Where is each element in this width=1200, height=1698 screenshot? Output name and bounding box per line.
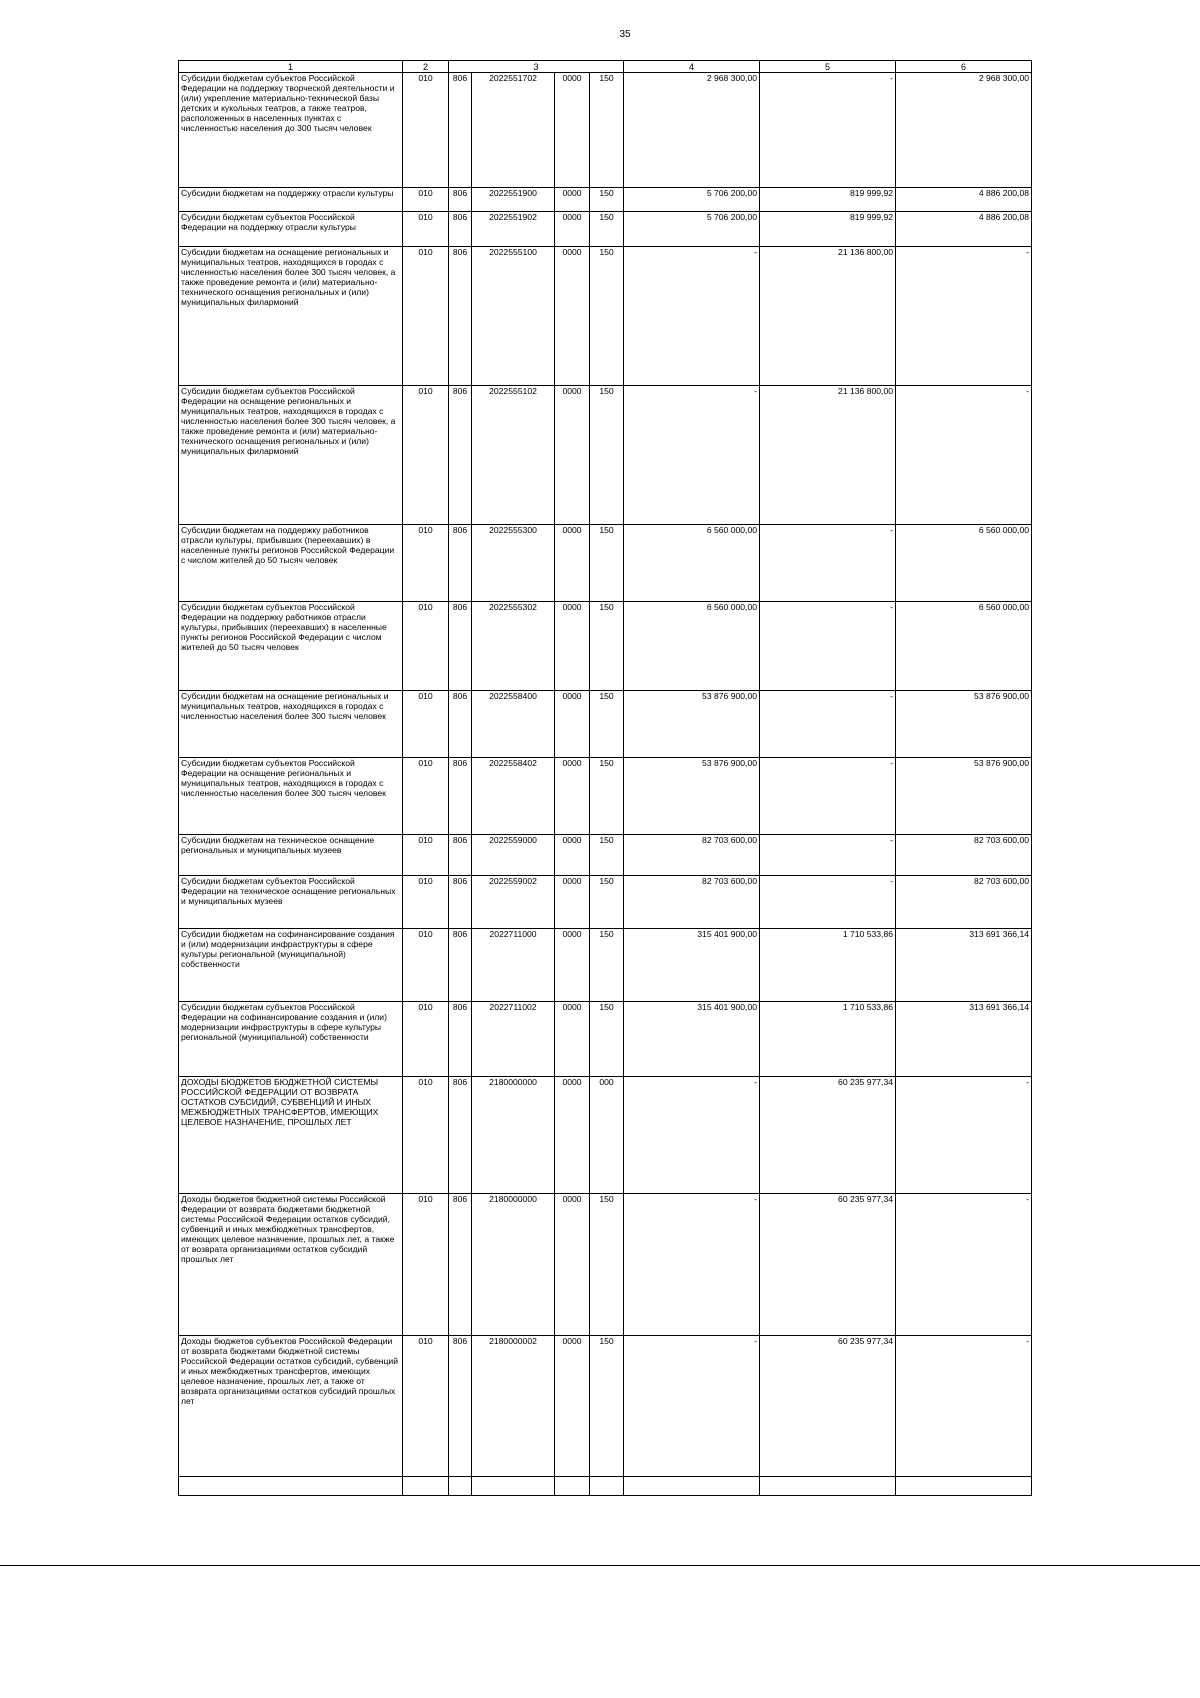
- table-row: [179, 1336, 1032, 1477]
- spacer-cell: [896, 1477, 1032, 1496]
- row-chief-admin-code: 806: [449, 876, 472, 929]
- row-program-code: 0000: [555, 1002, 590, 1077]
- row-chief-admin-code: 806: [449, 1077, 472, 1194]
- row-classification-code: 150: [590, 1002, 624, 1077]
- spacer-cell: [590, 1477, 624, 1496]
- row-program-code: 0000: [555, 188, 590, 212]
- row-description: ДОХОДЫ БЮДЖЕТОВ БЮДЖЕТНОЙ СИСТЕМЫ РОССИЙСКОЙ ФЕДЕРАЦИИ ОТ ВОЗВРАТА ОСТАТКОВ СУБСИДИЙ, СУБВЕНЦИЙ И ИНЫХ МЕЖБЮДЖЕТНЫХ ТРАНСФЕРТОВ, ИМЕЮЩИХ ЦЕЛЕВОЕ НАЗНАЧЕНИЕ, ПРОШЛЫХ ЛЕТ: [179, 1077, 403, 1194]
- spacer-cell: [555, 1477, 590, 1496]
- row-amount-col-5: 21 136 800,00: [760, 247, 896, 386]
- row-program-code: 0000: [555, 758, 590, 835]
- spacer-cell: [449, 1477, 472, 1496]
- table-row: [179, 1194, 1032, 1336]
- row-admin-code: 010: [403, 212, 449, 247]
- row-amount-col-5: 60 235 977,34: [760, 1194, 896, 1336]
- row-chief-admin-code: 806: [449, 73, 472, 188]
- row-admin-code: 010: [403, 835, 449, 876]
- header-col-4: 4: [624, 61, 760, 73]
- row-description: Субсидии бюджетам субъектов Российской Федерации на поддержку работников отрасли культуры, прибывших (переехавших) в населенные пункты регионов Российской Федерации с числом жителей до 50 тысяч человек: [179, 602, 403, 691]
- row-program-code: 0000: [555, 525, 590, 602]
- row-amount-col-4: 53 876 900,00: [624, 691, 760, 758]
- table-bottom-spacer: [179, 1477, 1032, 1496]
- row-description: Субсидии бюджетам на поддержку отрасли культуры: [179, 188, 403, 212]
- row-classification-code: 150: [590, 876, 624, 929]
- row-amount-col-6: 53 876 900,00: [896, 691, 1032, 758]
- row-classification-code: 150: [590, 247, 624, 386]
- spacer-cell: [472, 1477, 555, 1496]
- row-classification-code: 150: [590, 691, 624, 758]
- row-chief-admin-code: 806: [449, 525, 472, 602]
- row-amount-col-4: 315 401 900,00: [624, 1002, 760, 1077]
- row-amount-col-6: 313 691 366,14: [896, 1002, 1032, 1077]
- row-income-code: 2022551902: [472, 212, 555, 247]
- row-income-code: 2022559000: [472, 835, 555, 876]
- row-income-code: 2022551702: [472, 73, 555, 188]
- row-chief-admin-code: 806: [449, 602, 472, 691]
- row-description: Субсидии бюджетам субъектов Российской Федерации на оснащение региональных и муниципальных театров, находящихся в городах с численностью населения более 300 тысяч человек: [179, 758, 403, 835]
- row-program-code: 0000: [555, 835, 590, 876]
- table-row: [179, 835, 1032, 876]
- row-chief-admin-code: 806: [449, 758, 472, 835]
- row-income-code: 2022555302: [472, 602, 555, 691]
- row-income-code: 2022711000: [472, 929, 555, 1002]
- table-row: [179, 73, 1032, 188]
- row-amount-col-5: 819 999,92: [760, 212, 896, 247]
- row-amount-col-6: -: [896, 386, 1032, 525]
- row-amount-col-5: 1 710 533,86: [760, 929, 896, 1002]
- row-program-code: 0000: [555, 602, 590, 691]
- row-amount-col-4: 6 560 000,00: [624, 525, 760, 602]
- row-description: Субсидии бюджетам на поддержку работников отрасли культуры, прибывших (переехавших) в населенные пункты регионов Российской Федерации с числом жителей до 50 тысяч человек: [179, 525, 403, 602]
- header-row: [179, 61, 1032, 73]
- header-col-3: 3: [449, 61, 624, 73]
- row-description: Доходы бюджетов субъектов Российской Федерации от возврата бюджетами бюджетной системы Российской Федерации остатков субсидий, субвенций и иных межбюджетных трансфертов, имеющих целевое назначение, прошлых лет, а также от возврата организациями остатков субсидий прошлых лет: [179, 1336, 403, 1477]
- row-amount-col-4: 6 560 000,00: [624, 602, 760, 691]
- row-description: Субсидии бюджетам на оснащение региональных и муниципальных театров, находящихся в городах с численностью населения более 300 тысяч человек: [179, 691, 403, 758]
- row-classification-code: 150: [590, 602, 624, 691]
- bottom-rule: [0, 1565, 1200, 1566]
- row-classification-code: 150: [590, 929, 624, 1002]
- row-description: Субсидии бюджетам субъектов Российской Федерации на софинансирование создания и (или) модернизации инфраструктуры в сфере культуры региональной (муниципальной) собственности: [179, 1002, 403, 1077]
- row-program-code: 0000: [555, 73, 590, 188]
- budget-table: [178, 60, 1032, 1496]
- table-row: [179, 525, 1032, 602]
- row-chief-admin-code: 806: [449, 1194, 472, 1336]
- row-chief-admin-code: 806: [449, 386, 472, 525]
- row-amount-col-6: 4 886 200,08: [896, 188, 1032, 212]
- table-body: [179, 73, 1032, 1496]
- row-chief-admin-code: 806: [449, 835, 472, 876]
- row-chief-admin-code: 806: [449, 247, 472, 386]
- row-amount-col-4: 2 968 300,00: [624, 73, 760, 188]
- row-amount-col-5: 819 999,92: [760, 188, 896, 212]
- row-program-code: 0000: [555, 212, 590, 247]
- row-classification-code: 150: [590, 73, 624, 188]
- row-description: Субсидии бюджетам субъектов Российской Федерации на оснащение региональных и муниципальных театров, находящихся в городах с численностью населения более 300 тысяч человек, а также проведение ремонта и (или) материально-технического оснащения региональных и (или) муниципальных филармоний: [179, 386, 403, 525]
- row-chief-admin-code: 806: [449, 212, 472, 247]
- row-amount-col-5: -: [760, 73, 896, 188]
- header-col-5: 5: [760, 61, 896, 73]
- row-admin-code: 010: [403, 876, 449, 929]
- row-income-code: 2180000000: [472, 1194, 555, 1336]
- table-row: [179, 386, 1032, 525]
- table-row: [179, 691, 1032, 758]
- row-amount-col-6: 313 691 366,14: [896, 929, 1032, 1002]
- row-classification-code: 150: [590, 758, 624, 835]
- row-program-code: 0000: [555, 1077, 590, 1194]
- header-col-6: 6: [896, 61, 1032, 73]
- row-amount-col-4: -: [624, 247, 760, 386]
- row-amount-col-6: -: [896, 1077, 1032, 1194]
- row-amount-col-4: -: [624, 1336, 760, 1477]
- row-classification-code: 150: [590, 835, 624, 876]
- row-amount-col-6: 2 968 300,00: [896, 73, 1032, 188]
- row-amount-col-4: 82 703 600,00: [624, 876, 760, 929]
- row-description: Субсидии бюджетам на техническое оснащение региональных и муниципальных музеев: [179, 835, 403, 876]
- row-program-code: 0000: [555, 929, 590, 1002]
- row-classification-code: 150: [590, 188, 624, 212]
- row-amount-col-4: 53 876 900,00: [624, 758, 760, 835]
- spacer-cell: [179, 1477, 403, 1496]
- row-amount-col-6: -: [896, 1336, 1032, 1477]
- row-amount-col-4: -: [624, 1077, 760, 1194]
- row-admin-code: 010: [403, 758, 449, 835]
- table-row: [179, 758, 1032, 835]
- table-row: [179, 929, 1032, 1002]
- row-amount-col-5: 21 136 800,00: [760, 386, 896, 525]
- row-amount-col-5: -: [760, 758, 896, 835]
- row-amount-col-6: -: [896, 1194, 1032, 1336]
- row-description: Субсидии бюджетам субъектов Российской Федерации на поддержку отрасли культуры: [179, 212, 403, 247]
- row-admin-code: 010: [403, 386, 449, 525]
- row-amount-col-4: 315 401 900,00: [624, 929, 760, 1002]
- row-program-code: 0000: [555, 247, 590, 386]
- row-amount-col-5: -: [760, 835, 896, 876]
- row-admin-code: 010: [403, 1194, 449, 1336]
- row-income-code: 2022558402: [472, 758, 555, 835]
- row-amount-col-5: -: [760, 525, 896, 602]
- row-chief-admin-code: 806: [449, 691, 472, 758]
- row-description: Доходы бюджетов бюджетной системы Российской Федерации от возврата бюджетами бюджетной системы Российской Федерации остатков субсидий, субвенций и иных межбюджетных трансфертов, имеющих целевое назначение, прошлых лет, а также от возврата организациями остатков субсидий прошлых лет: [179, 1194, 403, 1336]
- row-income-code: 2022711002: [472, 1002, 555, 1077]
- row-amount-col-6: 53 876 900,00: [896, 758, 1032, 835]
- row-income-code: 2022551900: [472, 188, 555, 212]
- row-amount-col-4: 5 706 200,00: [624, 212, 760, 247]
- row-amount-col-4: -: [624, 1194, 760, 1336]
- row-income-code: 2180000000: [472, 1077, 555, 1194]
- row-program-code: 0000: [555, 1336, 590, 1477]
- row-program-code: 0000: [555, 876, 590, 929]
- row-amount-col-4: -: [624, 386, 760, 525]
- row-admin-code: 010: [403, 188, 449, 212]
- table-row: [179, 188, 1032, 212]
- row-program-code: 0000: [555, 691, 590, 758]
- row-income-code: 2022555300: [472, 525, 555, 602]
- row-admin-code: 010: [403, 929, 449, 1002]
- row-classification-code: 000: [590, 1077, 624, 1194]
- row-amount-col-5: -: [760, 691, 896, 758]
- row-income-code: 2022558400: [472, 691, 555, 758]
- row-admin-code: 010: [403, 525, 449, 602]
- row-admin-code: 010: [403, 691, 449, 758]
- row-description: Субсидии бюджетам на софинансирование создания и (или) модернизации инфраструктуры в сфере культуры региональной (муниципальной) собственности: [179, 929, 403, 1002]
- row-amount-col-4: 5 706 200,00: [624, 188, 760, 212]
- row-description: Субсидии бюджетам субъектов Российской Федерации на поддержку творческой деятельности и (или) укрепление материально-технической базы детских и кукольных театров, а также театров, расположенных в населенных пунктах с численностью населения до 300 тысяч человек: [179, 73, 403, 188]
- row-admin-code: 010: [403, 1002, 449, 1077]
- row-classification-code: 150: [590, 212, 624, 247]
- row-admin-code: 010: [403, 1077, 449, 1194]
- row-classification-code: 150: [590, 386, 624, 525]
- row-program-code: 0000: [555, 386, 590, 525]
- row-admin-code: 010: [403, 73, 449, 188]
- row-amount-col-6: 6 560 000,00: [896, 525, 1032, 602]
- table-row: [179, 1002, 1032, 1077]
- table-row: [179, 602, 1032, 691]
- row-amount-col-5: 1 710 533,86: [760, 1002, 896, 1077]
- row-description: Субсидии бюджетам субъектов Российской Федерации на техническое оснащение региональных и муниципальных музеев: [179, 876, 403, 929]
- row-chief-admin-code: 806: [449, 188, 472, 212]
- table-row: [179, 212, 1032, 247]
- header-col-1: 1: [179, 61, 403, 73]
- row-income-code: 2022555102: [472, 386, 555, 525]
- spacer-cell: [624, 1477, 760, 1496]
- row-admin-code: 010: [403, 247, 449, 386]
- row-description: Субсидии бюджетам на оснащение региональных и муниципальных театров, находящихся в городах с численностью населения более 300 тысяч человек, а также проведение ремонта и (или) материально-технического оснащения региональных и (или) муниципальных филармоний: [179, 247, 403, 386]
- row-amount-col-6: 82 703 600,00: [896, 876, 1032, 929]
- row-amount-col-6: 6 560 000,00: [896, 602, 1032, 691]
- row-amount-col-5: -: [760, 876, 896, 929]
- row-chief-admin-code: 806: [449, 1002, 472, 1077]
- row-amount-col-6: 4 886 200,08: [896, 212, 1032, 247]
- table-row: [179, 1077, 1032, 1194]
- row-amount-col-5: 60 235 977,34: [760, 1077, 896, 1194]
- table-row: [179, 876, 1032, 929]
- row-classification-code: 150: [590, 1194, 624, 1336]
- table-row: [179, 247, 1032, 386]
- spacer-cell: [760, 1477, 896, 1496]
- row-amount-col-6: 82 703 600,00: [896, 835, 1032, 876]
- row-chief-admin-code: 806: [449, 929, 472, 1002]
- row-chief-admin-code: 806: [449, 1336, 472, 1477]
- row-income-code: 2022555100: [472, 247, 555, 386]
- row-income-code: 2022559002: [472, 876, 555, 929]
- row-classification-code: 150: [590, 1336, 624, 1477]
- row-classification-code: 150: [590, 525, 624, 602]
- row-amount-col-6: -: [896, 247, 1032, 386]
- spacer-cell: [403, 1477, 449, 1496]
- row-admin-code: 010: [403, 1336, 449, 1477]
- header-col-2: 2: [403, 61, 449, 73]
- row-amount-col-5: -: [760, 602, 896, 691]
- row-income-code: 2180000002: [472, 1336, 555, 1477]
- row-amount-col-4: 82 703 600,00: [624, 835, 760, 876]
- page-number: 35: [619, 29, 631, 40]
- row-admin-code: 010: [403, 602, 449, 691]
- row-amount-col-5: 60 235 977,34: [760, 1336, 896, 1477]
- row-program-code: 0000: [555, 1194, 590, 1336]
